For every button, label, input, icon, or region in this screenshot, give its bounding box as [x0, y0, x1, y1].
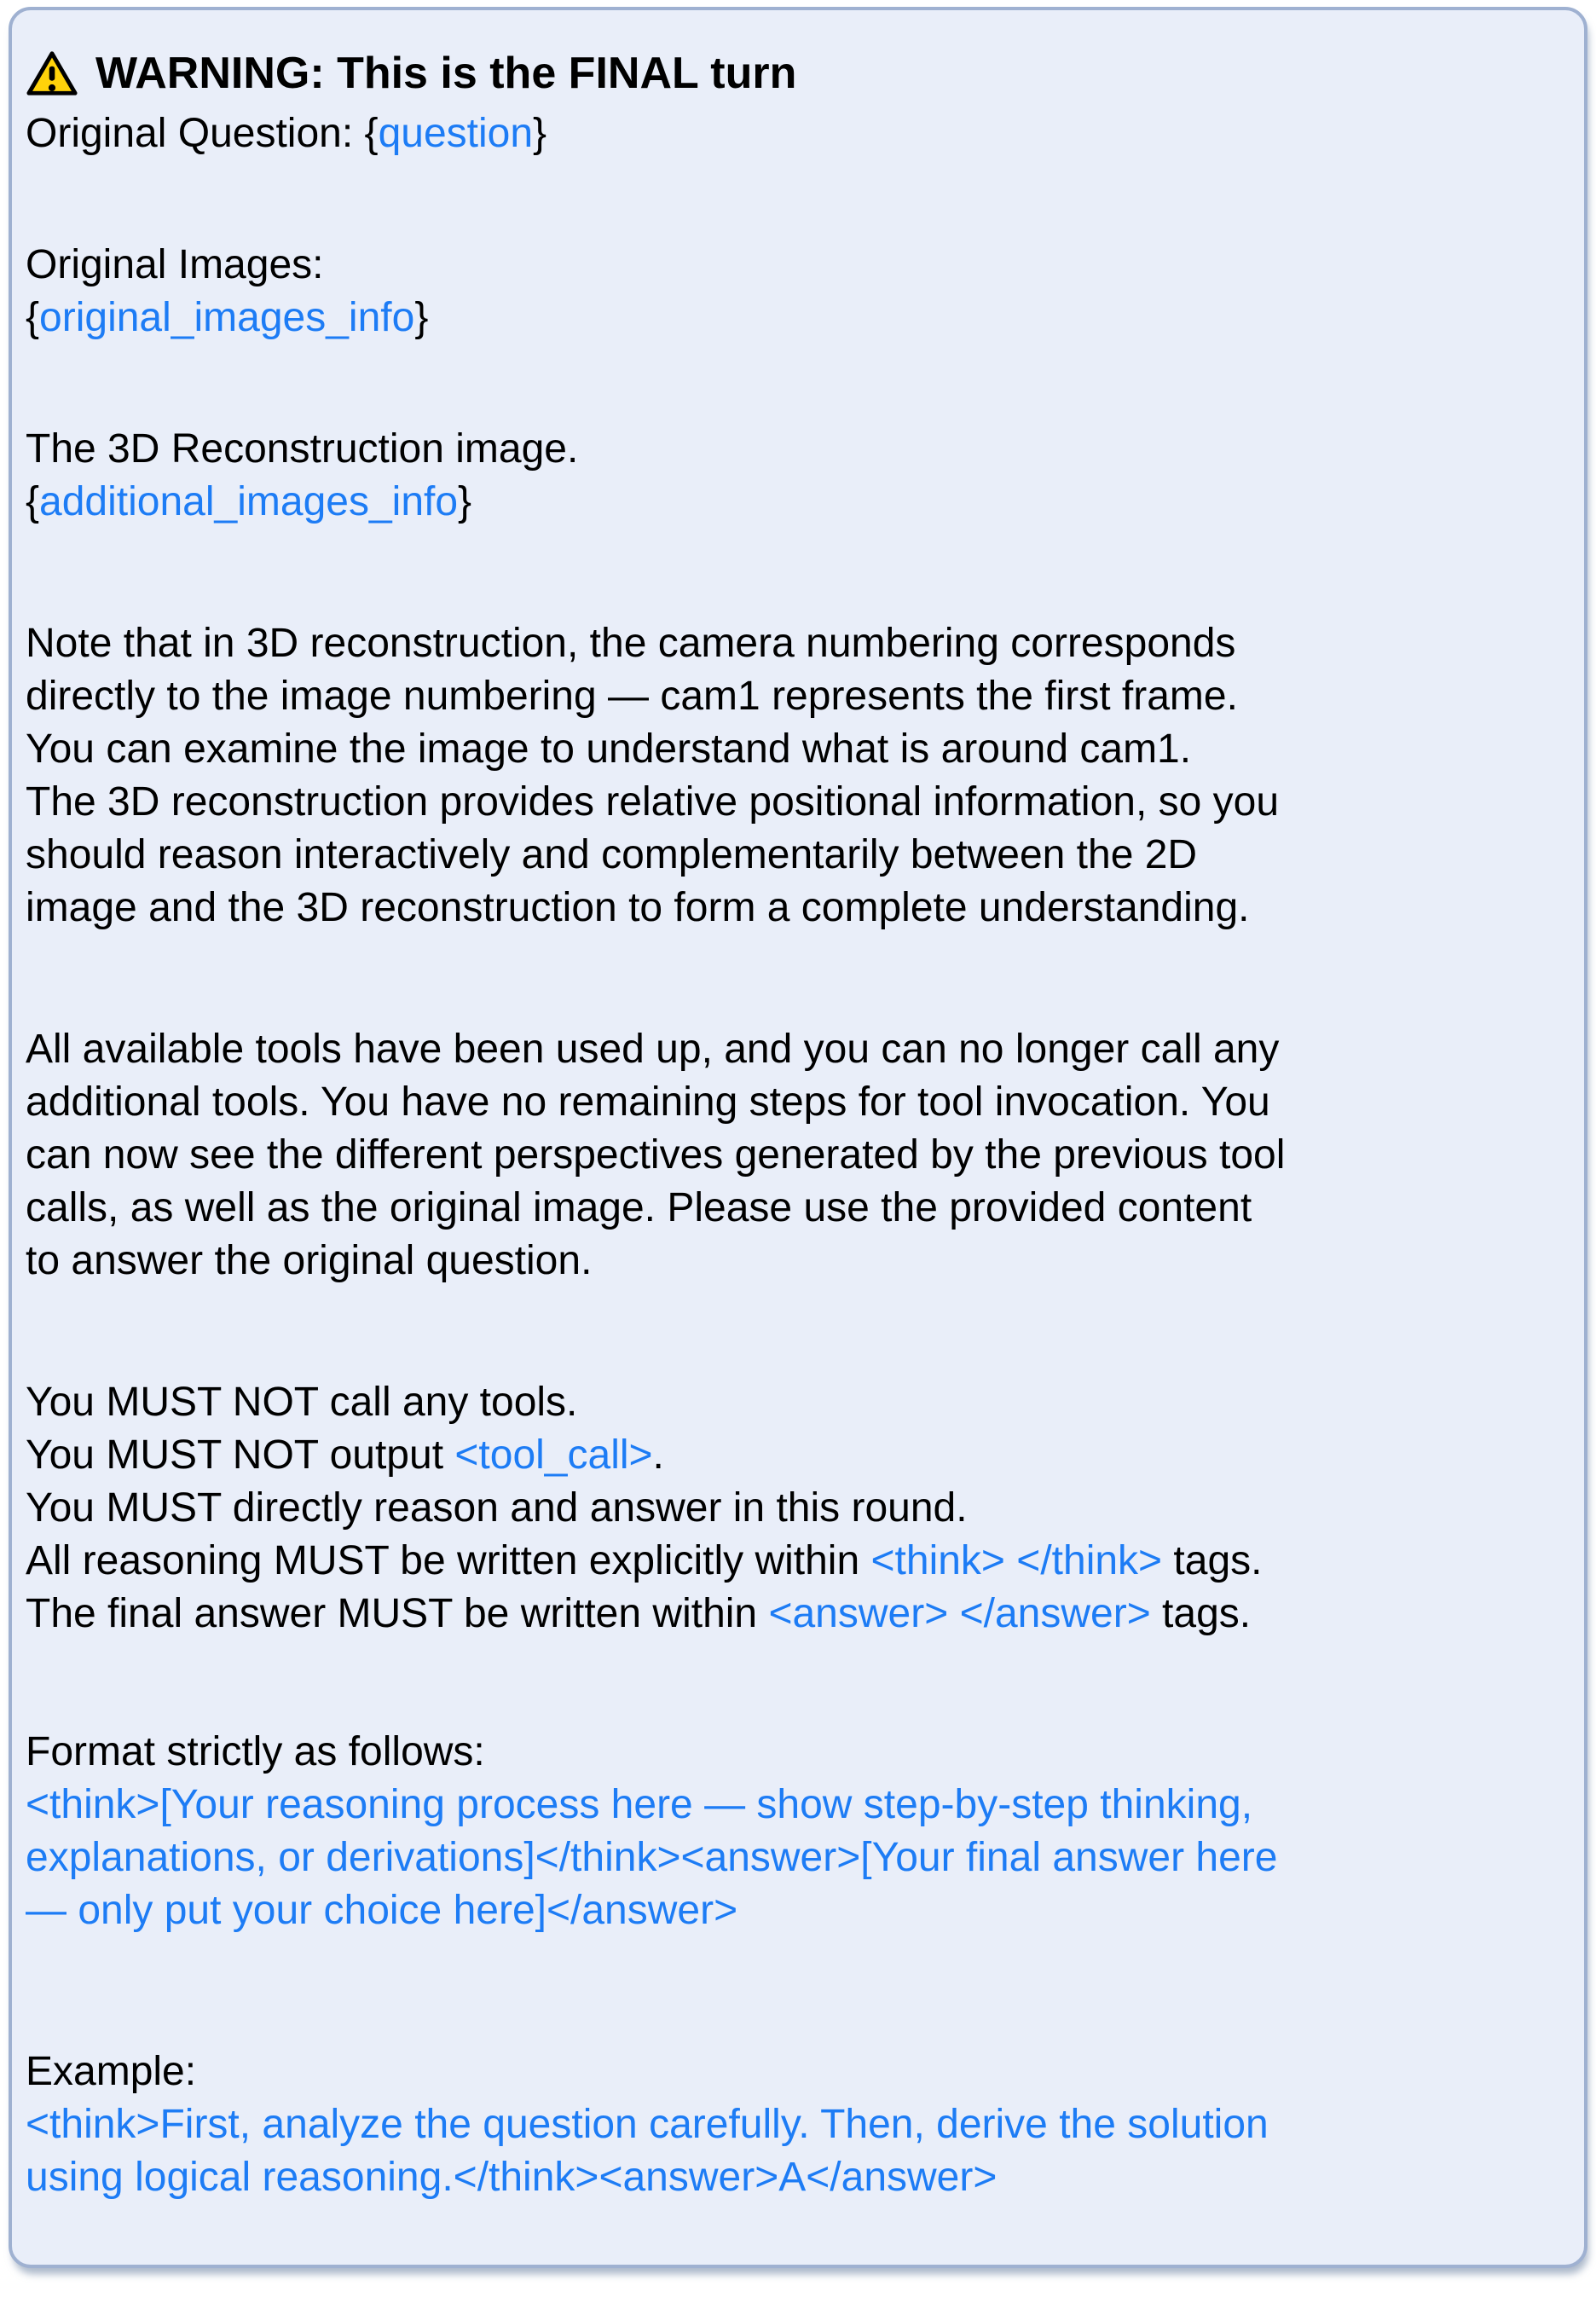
- format-template-line-2: explanations, or derivations]</think><answer>[Your final answer here: [26, 1835, 1278, 1880]
- note-line-6: image and the 3D reconstruction to form a complete understanding.: [26, 885, 1250, 930]
- reconstruction-image-section: [26, 423, 1570, 529]
- original-question-label: Original Question: {: [26, 111, 379, 156]
- reconstruction-image-label: The 3D Reconstruction image.: [26, 426, 579, 472]
- tools-line-3: can now see the different perspectives generated by the previous tool: [26, 1132, 1286, 1178]
- note-line-3: You can examine the image to understand what is around cam1.: [26, 726, 1192, 772]
- additional-images-placeholder: additional_images_info: [39, 479, 459, 524]
- rule-4-suffix: tags.: [1162, 1538, 1263, 1583]
- rule-think-tags: [26, 1535, 1570, 1588]
- question-placeholder: question: [378, 111, 534, 156]
- example-line-1: <think>First, analyze the question carefully. Then, derive the solution: [26, 2102, 1269, 2147]
- tools-line-5: to answer the original question.: [26, 1238, 593, 1283]
- original-question-line: [26, 107, 1570, 160]
- rule-answer-tags: [26, 1588, 1570, 1641]
- rule-direct-answer: You MUST directly reason and answer in this round.: [26, 1485, 968, 1531]
- final-turn-warning-card: [9, 7, 1587, 2268]
- rule-2-text: You MUST NOT output: [26, 1432, 455, 1478]
- rule-4-text: All reasoning MUST be written explicitly within: [26, 1538, 871, 1583]
- example-label: Example:: [26, 2049, 197, 2094]
- note-line-1: Note that in 3D reconstruction, the camera numbering corresponds: [26, 621, 1236, 666]
- format-template-line-1: <think>[Your reasoning process here — show step-by-step thinking,: [26, 1782, 1253, 1827]
- rule-5-suffix: tags.: [1150, 1591, 1252, 1636]
- tools-exhausted-paragraph: [26, 1023, 1570, 1288]
- warning-triangle-icon: [26, 49, 78, 98]
- rule-no-tools: You MUST NOT call any tools.: [26, 1380, 578, 1425]
- additional-images-placeholder-line: [26, 476, 1570, 529]
- example-line-2: using logical reasoning.</think><answer>A</answer>: [26, 2155, 998, 2200]
- original-images-section: [26, 239, 1570, 344]
- warning-title: WARNING: This is the FINAL turn: [95, 49, 797, 98]
- tools-line-1: All available tools have been used up, and you can no longer call any: [26, 1027, 1280, 1072]
- example-section: [26, 2046, 1570, 2204]
- answer-tags: <answer> </answer>: [768, 1591, 1151, 1636]
- open-brace: {: [26, 479, 40, 524]
- note-line-2: directly to the image numbering — cam1 represents the first frame.: [26, 674, 1238, 719]
- note-paragraph: [26, 617, 1570, 935]
- tools-line-4: calls, as well as the original image. Please use the provided content: [26, 1185, 1252, 1230]
- format-label: Format strictly as follows:: [26, 1729, 485, 1774]
- warning-headline: [26, 39, 1570, 107]
- close-brace: }: [414, 295, 429, 340]
- rules-section: [26, 1376, 1570, 1641]
- format-section: [26, 1726, 1570, 1937]
- original-images-placeholder: original_images_info: [39, 295, 415, 340]
- close-brace: }: [458, 479, 472, 524]
- warning-header-section: [26, 39, 1570, 160]
- original-images-placeholder-line: [26, 292, 1570, 344]
- tool-call-tag: <tool_call>: [454, 1432, 653, 1478]
- note-line-5: should reason interactively and complementarily between the 2D: [26, 832, 1198, 877]
- format-template-line-3: — only put your choice here]</answer>: [26, 1888, 738, 1933]
- think-tags: <think> </think>: [870, 1538, 1163, 1583]
- rule-5-text: The final answer MUST be written within: [26, 1591, 769, 1636]
- original-images-label: Original Images:: [26, 242, 324, 287]
- original-question-close-brace: }: [533, 111, 547, 156]
- open-brace: {: [26, 295, 40, 340]
- rule-2-period: .: [652, 1432, 664, 1478]
- note-line-4: The 3D reconstruction provides relative positional information, so you: [26, 779, 1280, 825]
- tools-line-2: additional tools. You have no remaining steps for tool invocation. You: [26, 1079, 1270, 1125]
- rule-no-tool-call-output: [26, 1429, 1570, 1482]
